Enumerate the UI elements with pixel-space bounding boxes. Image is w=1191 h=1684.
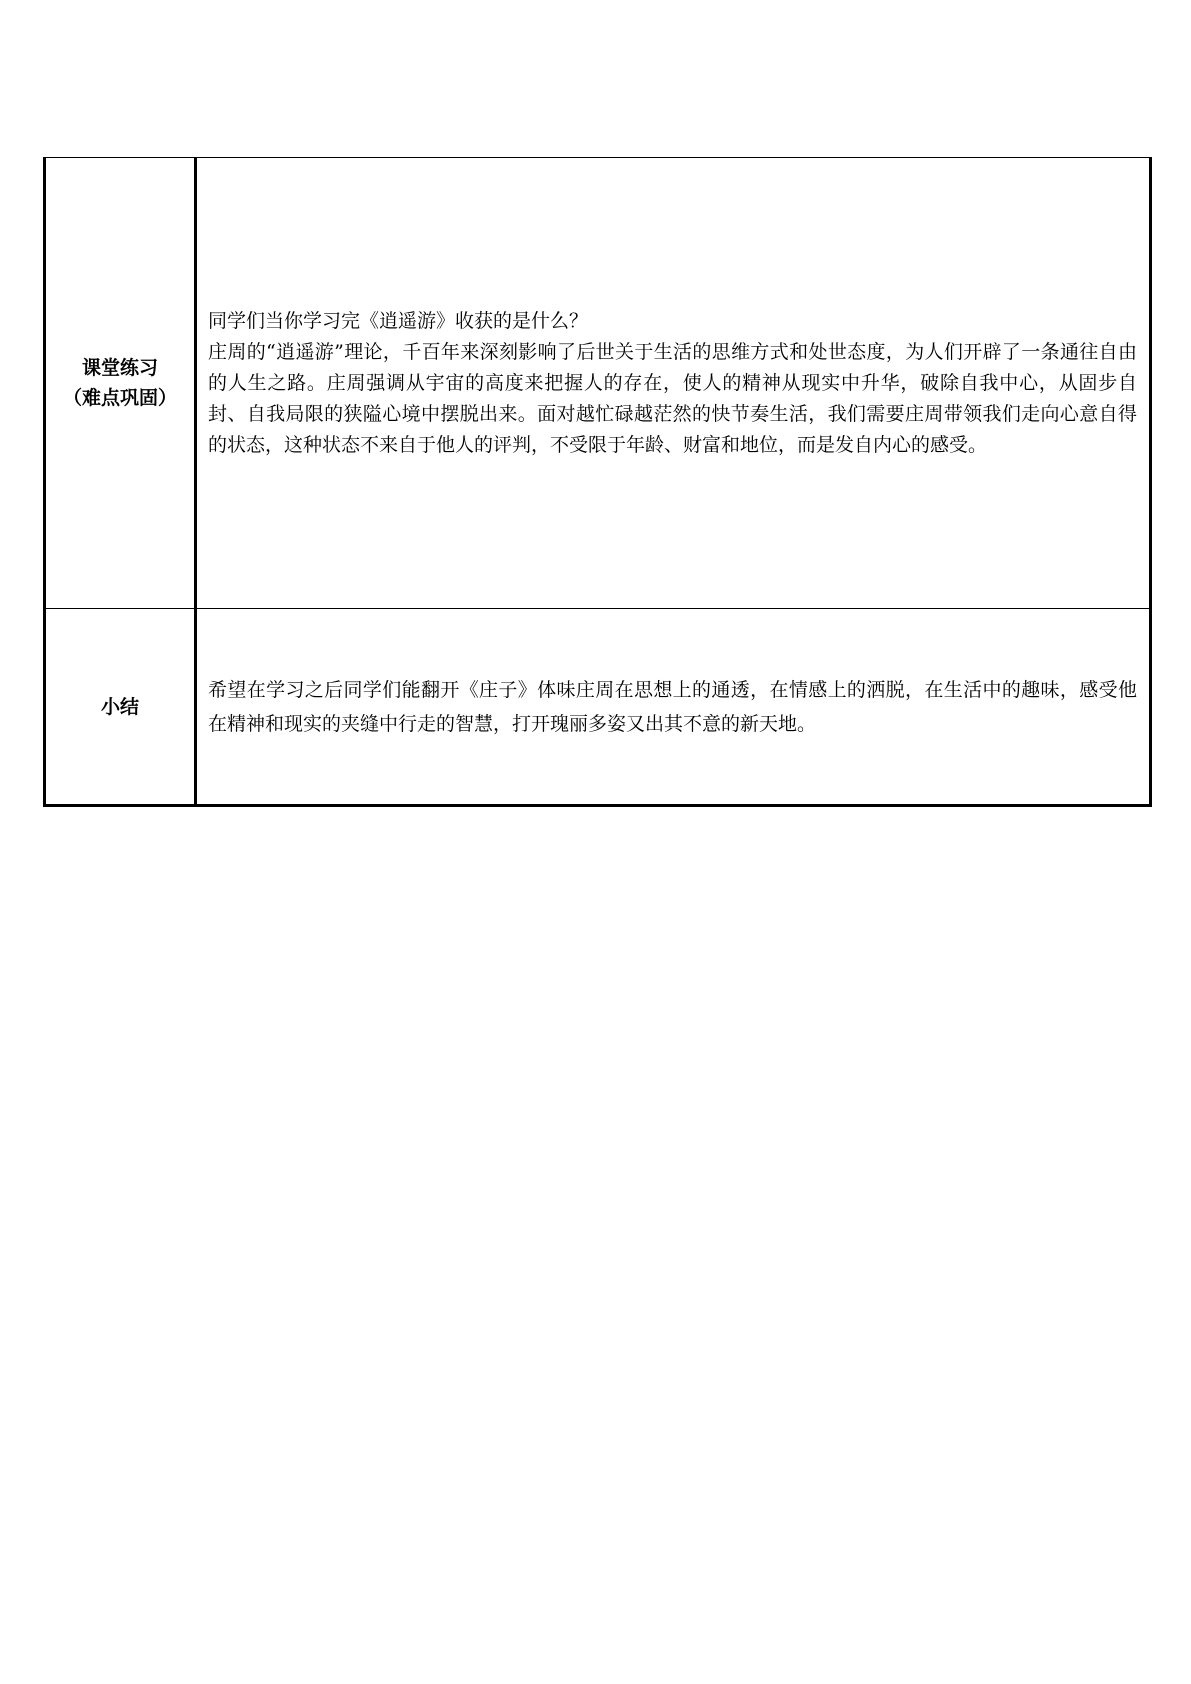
practice-label: 课堂练习 [81, 357, 158, 379]
summary-label-cell [45, 609, 196, 806]
practice-content-cell [196, 158, 1151, 609]
practice-text [208, 306, 1137, 461]
lesson-table [43, 157, 1152, 807]
summary-row [45, 609, 1151, 806]
summary-content-cell [196, 609, 1151, 806]
practice-question: 同学们当你学习完《逍遥游》收获的是什么？ [208, 309, 589, 332]
practice-label-cell [45, 158, 196, 609]
practice-row [45, 158, 1151, 609]
practice-answer: 庄周的“逍遥游”理论，千百年来深刻影响了后世关于生活的思维方式和处世态度，为人们开辟了一条通往自由的人生之路。庄周强调从宇宙的高度来把握人的存在，使人的精神从现实中升华，破除自我中心，从固步自封、自我局限的狭隘心境中摆脱出来。面对越忙碌越茫然的快节奏生活，我们需要庄周带领我们走向心意自得的状态，这种状态不来自于他人的评判，不受限于年龄、财富和地位，而是发自内心的感受。 [208, 340, 1137, 456]
summary-text: 希望在学习之后同学们能翻开《庄子》体味庄周在思想上的通透，在情感上的洒脱，在生活中的趣味，感受他在精神和现实的夹缝中行走的智慧，打开瑰丽多姿又出其不意的新天地。 [208, 678, 1137, 735]
summary-label: 小结 [100, 695, 139, 718]
practice-sublabel: （难点巩固） [62, 387, 177, 409]
